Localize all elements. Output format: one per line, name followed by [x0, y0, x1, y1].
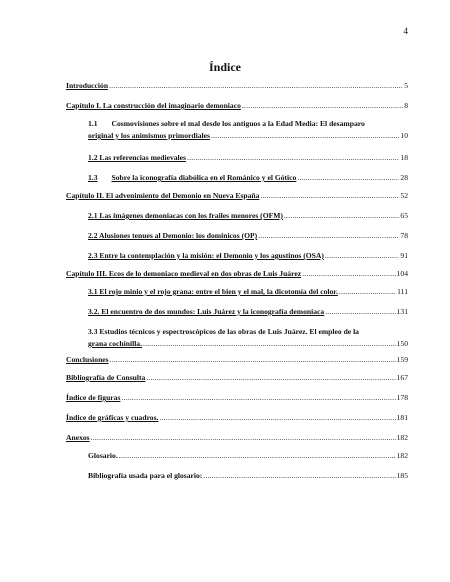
toc-entry-label: Cosmovisiones sobre el mal desde los antiguos a la Edad Media: El desamparo	[111, 119, 365, 128]
toc-entry-page: 78	[400, 231, 408, 240]
toc-entry-label: Bibliografía de Consulta	[66, 373, 146, 382]
dot-leader	[159, 412, 395, 424]
toc-entry-page: 181	[396, 413, 408, 422]
toc-entry-number: 1.1	[88, 119, 98, 128]
dot-leader	[121, 392, 395, 404]
dot-leader	[203, 470, 395, 482]
dot-leader	[91, 432, 396, 444]
toc-entry-label: 2.1 Las imágenes demoniacas con los frailes menores (OFM)	[88, 211, 283, 220]
toc-entry-3-3[interactable]	[88, 326, 408, 350]
toc-entry-page: 104	[396, 269, 408, 278]
toc-entry-1-3[interactable]	[88, 172, 408, 184]
toc-entry-3-2[interactable]	[88, 306, 408, 318]
toc-entry-page: 111	[397, 287, 408, 296]
toc-entry-label: Bibliografía usada para el glosario:	[88, 471, 203, 480]
toc-entry-glosario[interactable]	[88, 450, 408, 462]
toc-entry-page: 52	[400, 191, 408, 200]
dot-leader	[143, 338, 396, 350]
toc-entry-label: 3.1 El rojo minio y el rojo grana: entre el bien y el mal, la dicotomía del color.	[88, 287, 338, 296]
toc-entry-label-continued: grana cochinilla.	[88, 339, 143, 348]
toc-entry-label: Glosario.	[88, 451, 118, 460]
toc-entry-page: 131	[396, 307, 408, 316]
dot-leader	[187, 152, 399, 164]
dot-leader	[325, 306, 395, 318]
toc-entry-page: 185	[396, 471, 408, 480]
page-title: Índice	[208, 60, 241, 74]
toc-entry-label: Sobre la iconografía diabólica en el Románico y el Gótico	[111, 173, 297, 182]
toc-entry-label: 3.3 Estudios técnicos y espectroscópicos de las obras de Luis Juárez. El empleo de la	[88, 327, 359, 336]
toc-entry-introduccion[interactable]	[66, 80, 408, 92]
dot-leader	[297, 172, 399, 184]
toc-entry-label: Capítulo II. El advenimiento del Demonio en Nueva España	[66, 191, 260, 200]
toc-entry-label: Anexos	[66, 433, 90, 442]
toc-entry-label: 1.2 Las referencias medievales	[88, 153, 186, 162]
toc-entry-page: 91	[400, 251, 408, 260]
toc-entry-page: 178	[396, 393, 408, 402]
toc-entry-page: 182	[396, 451, 408, 460]
dot-leader	[146, 372, 395, 384]
toc-entry-page: 159	[396, 355, 408, 364]
toc-entry-2-3[interactable]	[88, 250, 408, 262]
toc-entry-1-2[interactable]	[88, 152, 408, 164]
page-number: 4	[403, 26, 408, 36]
toc-entry-capitulo-3[interactable]	[66, 268, 408, 280]
dot-leader	[339, 286, 396, 298]
toc-entry-capitulo-1[interactable]	[66, 100, 408, 112]
toc-entry-label: Capítulo III. Ecos de lo demoniaco medieval en dos obras de Luis Juárez	[66, 269, 302, 278]
dot-leader	[284, 210, 399, 222]
toc-entry-label-continued: original y los animismos primordiales	[88, 131, 210, 140]
toc-entry-2-1[interactable]	[88, 210, 408, 222]
toc-entry-page: 10	[400, 131, 408, 140]
toc-entry-capitulo-2[interactable]	[66, 190, 408, 202]
toc-entry-page: 8	[404, 101, 408, 110]
toc-entry-2-2[interactable]	[88, 230, 408, 242]
toc-entry-label: Índice de figuras	[66, 393, 121, 402]
dot-leader	[260, 190, 399, 202]
toc-entry-label: Índice de gráficas y cuadros.	[66, 413, 159, 422]
toc-entry-label: 2.3 Entre la contemplación y la misión: el Demonio y los agustinos (OSA)	[88, 251, 324, 260]
toc-entry-label: Introducción	[66, 81, 109, 90]
toc-entry-page: 18	[400, 153, 408, 162]
toc-entry-bibliografia[interactable]	[66, 372, 408, 384]
toc-entry-label: 2.2 Alusiones tenues al Demonio: los dominicos (OP)	[88, 231, 258, 240]
toc-entry-3-1[interactable]	[88, 286, 408, 298]
toc-entry-conclusiones[interactable]	[66, 354, 408, 366]
toc-entry-label: Conclusiones	[66, 355, 109, 364]
dot-leader	[211, 130, 399, 142]
toc-entry-indice-figuras[interactable]	[66, 392, 408, 404]
dot-leader	[242, 100, 403, 112]
toc-entry-label: 3.2. El encuentro de dos mundos: Luis Juárez y la iconografía demoniaca	[88, 307, 325, 316]
toc-entry-page: 5	[404, 81, 408, 90]
toc-entry-number: 1.3	[88, 173, 98, 182]
toc-entry-label: Capítulo I. La construcción del imaginario demoniaco	[66, 101, 241, 110]
dot-leader	[119, 450, 396, 462]
toc-entry-page: 182	[396, 433, 408, 442]
toc-entry-page: 28	[400, 173, 408, 182]
dot-leader	[109, 80, 403, 92]
toc-entry-1-1[interactable]	[88, 118, 408, 142]
toc-entry-bibliografia-glosario[interactable]	[88, 470, 408, 482]
dot-leader	[110, 354, 396, 366]
toc-entry-page: 65	[400, 211, 408, 220]
dot-leader	[258, 230, 399, 242]
dot-leader	[325, 250, 400, 262]
toc-entry-anexos[interactable]	[66, 432, 408, 444]
toc-entry-page: 150	[396, 339, 408, 348]
dot-leader	[302, 268, 396, 280]
toc-entry-indice-graficas[interactable]	[66, 412, 408, 424]
toc-entry-page: 167	[396, 373, 408, 382]
